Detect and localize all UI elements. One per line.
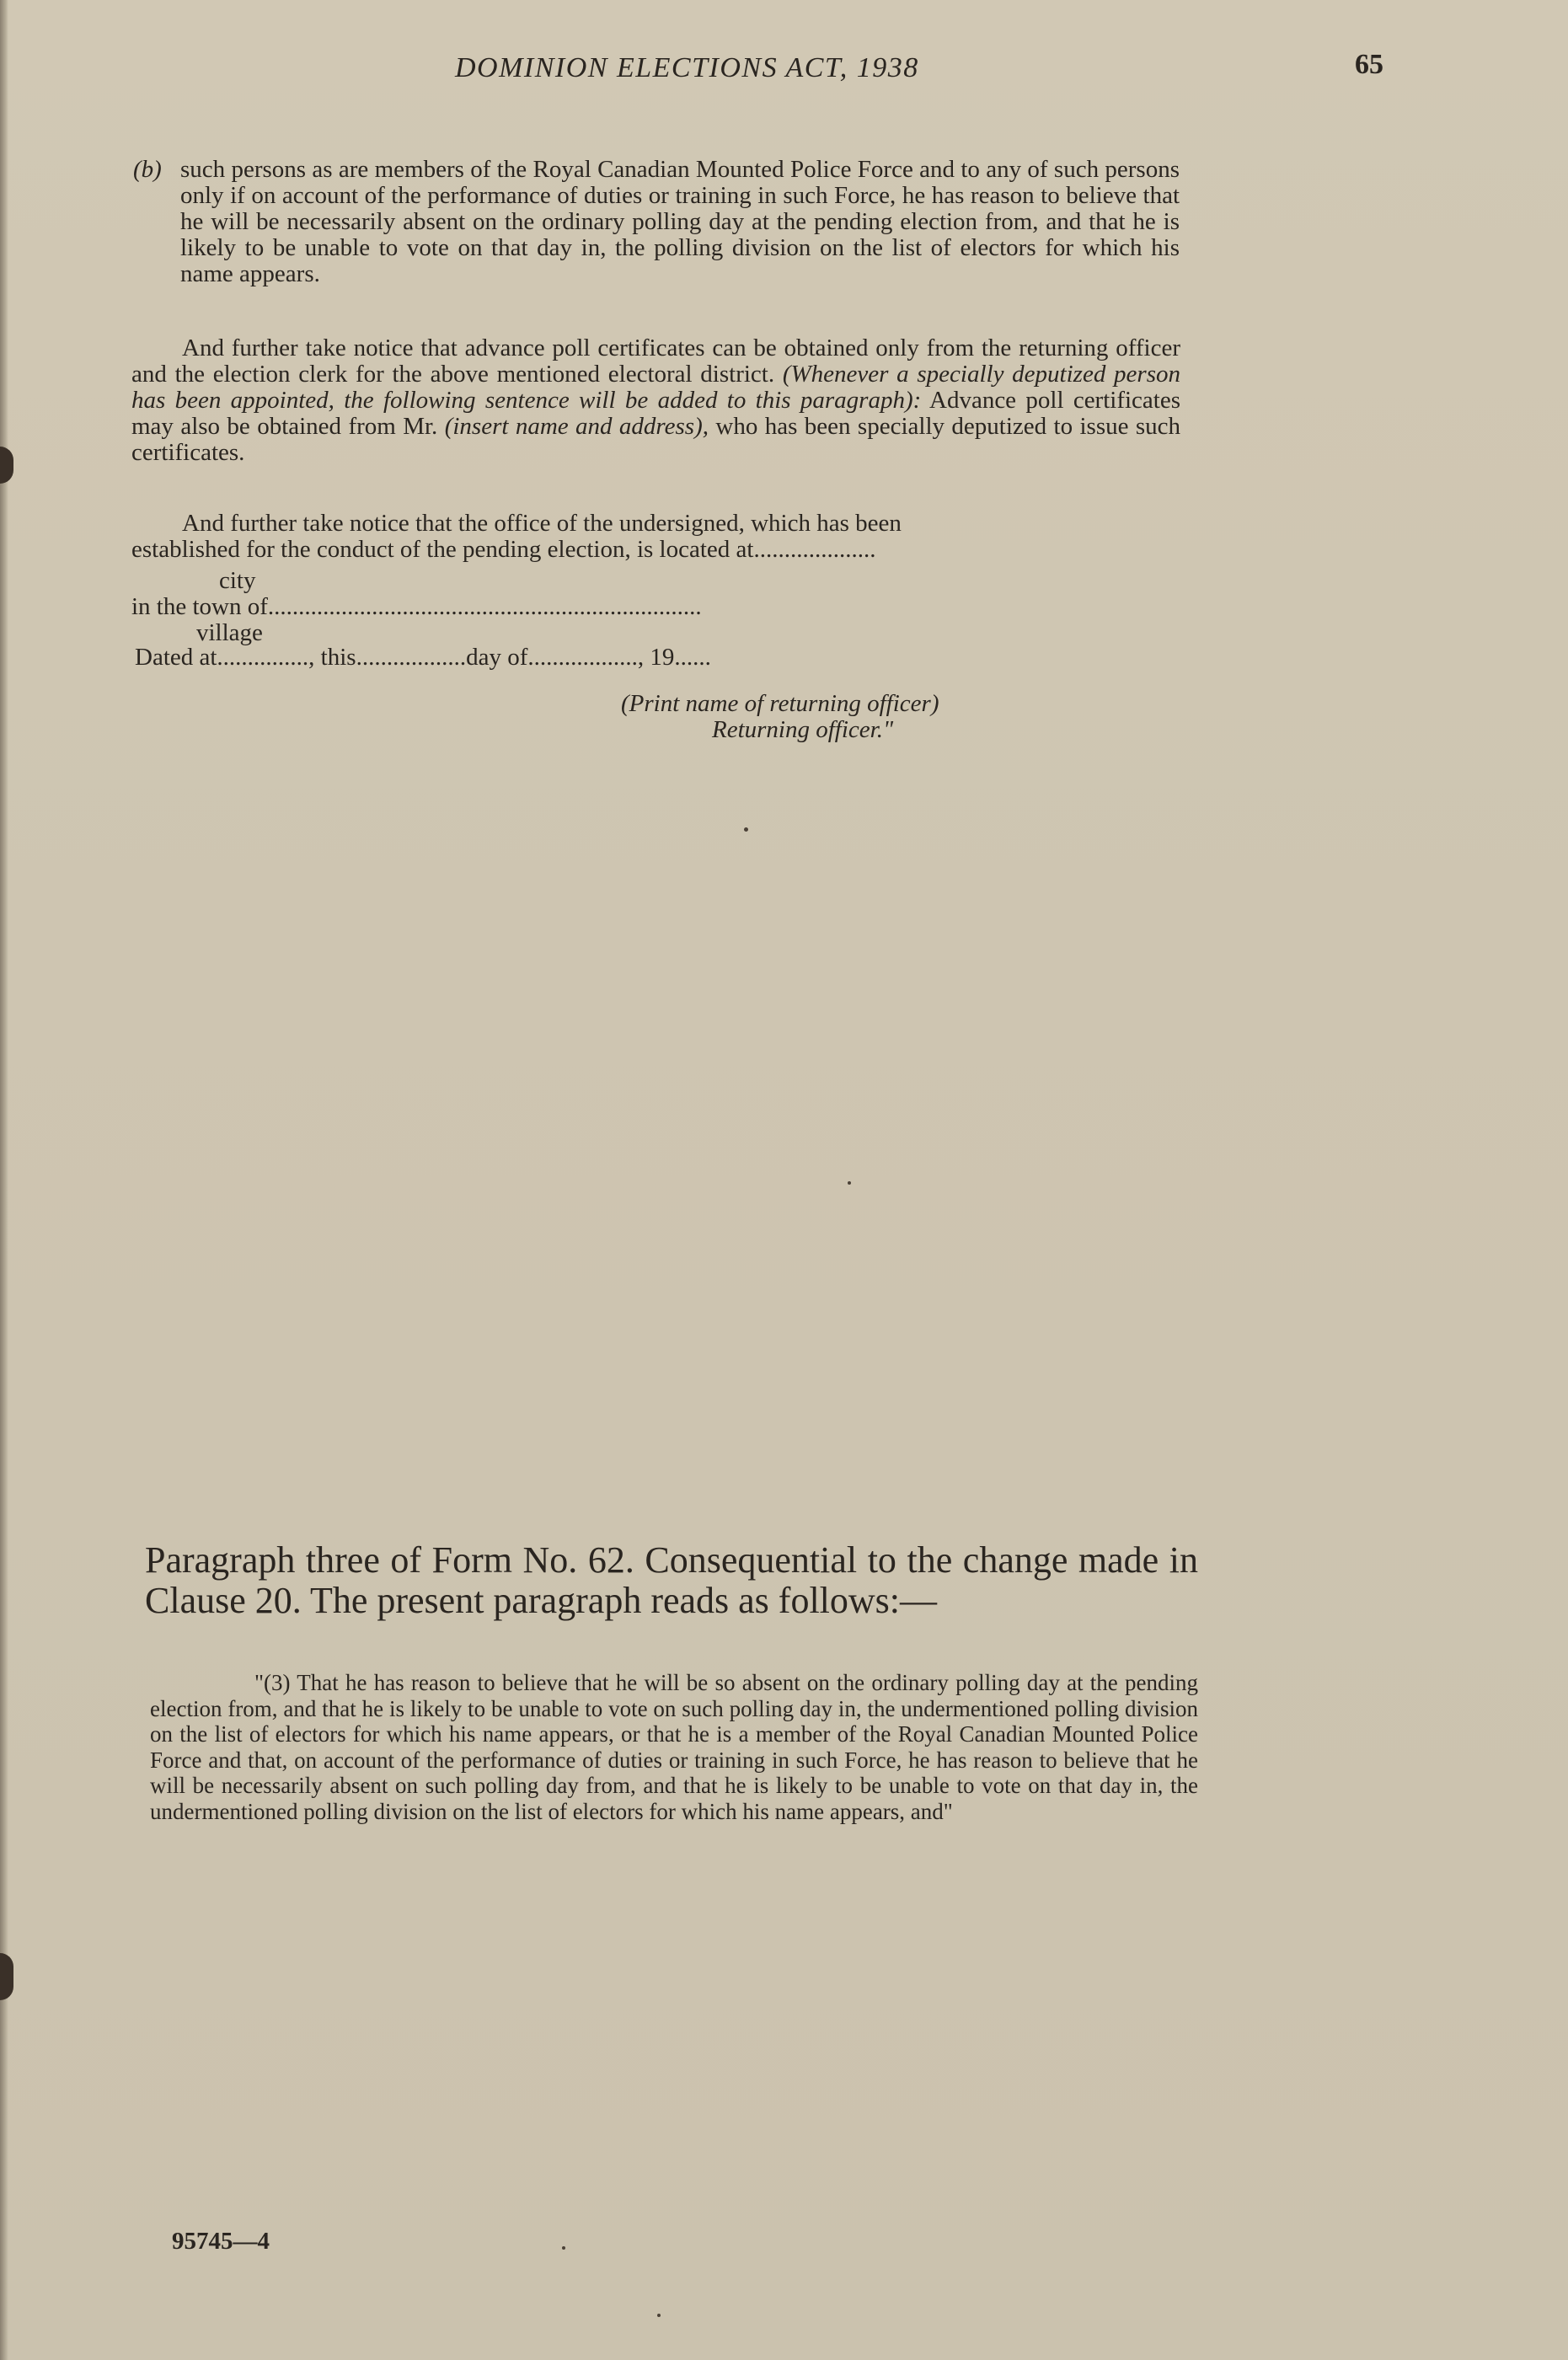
paper-speck	[562, 2246, 565, 2250]
certificates-notice-paragraph	[131, 335, 1180, 466]
office-notice-line-2: established for the conduct of the pending election, is located at....................	[131, 536, 876, 563]
clause-b-paragraph	[133, 157, 1180, 287]
dated-line: Dated at..............., this..................day of.................., 19......	[135, 644, 711, 671]
paper-speck	[848, 1181, 851, 1185]
option-city: city	[219, 567, 256, 594]
certificates-instruction: (Whenever a specially deputized person has been appointed, the following sentence will be added to this paragraph):	[131, 361, 1180, 414]
page-spine-edge	[0, 0, 8, 2360]
returning-officer-title: Returning officer."	[712, 716, 894, 743]
certificates-insert-placeholder: (insert name and address),	[444, 413, 709, 440]
certificates-notice-text-3: who has been specially deputized to issue such certificates.	[131, 413, 1181, 466]
quoted-paragraph-three: "(3) That he has reason to believe that he will be so absent on the ordinary polling day at the pending election from, and that he is likely to be unable to vote on such polling day in, the undermentioned polling division on the list of electors for which his name appears, or that he is a member of the Royal Canadian Mounted Police Force and that, on account of the performance of duties or training in such Force, he has reason to believe that he will be necessarily absent on such polling day from, and that he is likely to be unable to vote on that day in, the undermentioned polling division on the list of electors for which his name appears, and"	[150, 1670, 1198, 1824]
certificates-notice-text-2: Advance poll certificates may also be obtained from Mr.	[131, 387, 1181, 440]
clause-b-label: (b)	[133, 156, 162, 183]
running-head: DOMINION ELECTIONS ACT, 1938	[455, 52, 919, 83]
option-village: village	[196, 619, 263, 646]
footer-print-code: 95745—4	[172, 2228, 270, 2255]
paper-speck	[744, 827, 748, 832]
binding-hole	[0, 1953, 13, 2000]
page-number: 65	[1355, 49, 1383, 80]
certificates-notice-text: And further take notice that advance poll certificates can be obtained only from the returning officer and the election clerk for the above mentioned electoral district.	[131, 334, 1180, 388]
clause-b-text: such persons as are members of the Royal Canadian Mounted Police Force and to any of such persons only if on account of the performance of duties or training in such Force, he has reason to believe that he will be necessarily absent on the ordinary polling day at the pending election from, and that he is likely to be unable to vote on that day in, the polling division on the list of electors for which his name appears.	[180, 156, 1180, 287]
town-line: in the town of.......................................................................	[131, 593, 702, 620]
paper-speck	[657, 2314, 661, 2317]
print-name-instruction: (Print name of returning officer)	[621, 690, 939, 717]
explanatory-note-heading: Paragraph three of Form No. 62. Consequential to the change made in Clause 20. The present paragraph reads as follows:—	[145, 1539, 1198, 1621]
binding-hole	[0, 447, 13, 484]
office-notice-line-1: And further take notice that the office of the undersigned, which has been	[182, 510, 902, 537]
